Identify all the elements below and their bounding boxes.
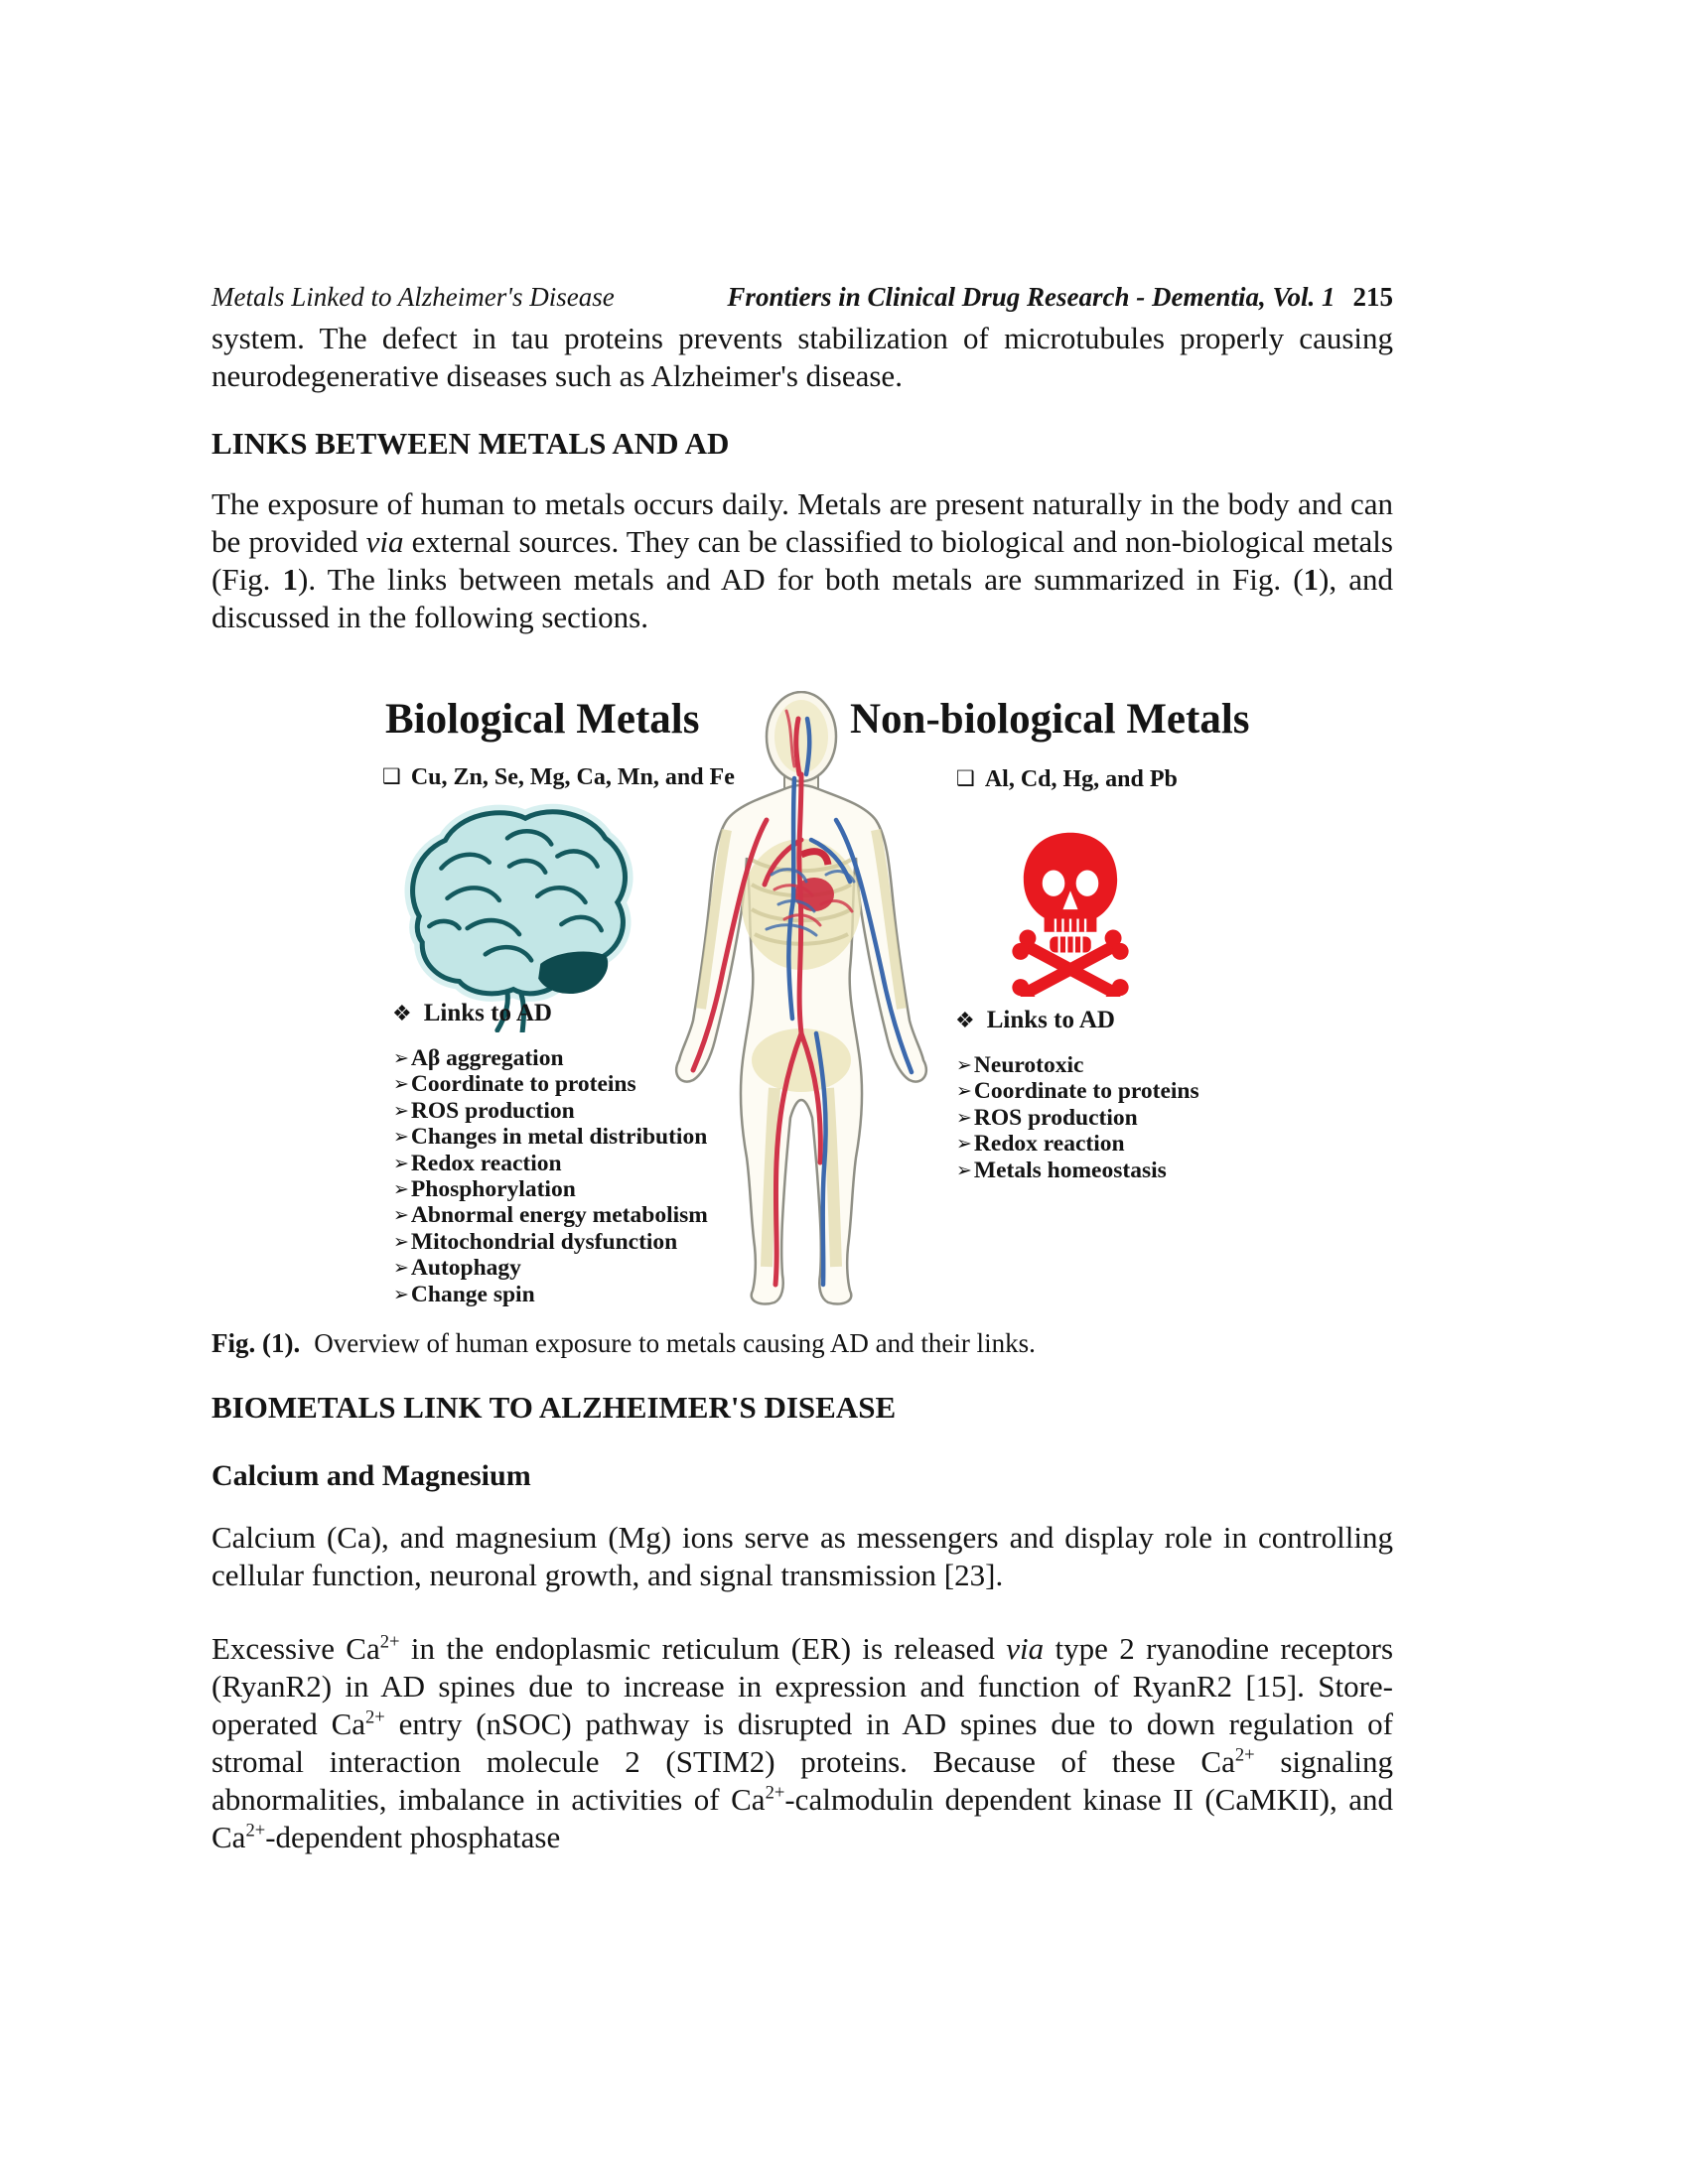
skull-crossbones-icon bbox=[1005, 826, 1136, 997]
link-item bbox=[956, 1106, 1199, 1132]
section-heading-biometals: BIOMETALS LINK TO ALZHEIMER'S DISEASE bbox=[211, 1390, 897, 1425]
running-header-title: Metals Linked to Alzheimer's Disease bbox=[211, 282, 615, 312]
link-item bbox=[393, 1177, 708, 1203]
link-item bbox=[393, 1152, 708, 1177]
figure-title-biological: Biological Metals bbox=[385, 696, 700, 743]
arrow-bullet-icon: ➢ bbox=[393, 1283, 409, 1305]
link-item-label: ROS production bbox=[410, 1097, 575, 1124]
brain-illustration bbox=[389, 796, 639, 1032]
diamond-icon: ❖ bbox=[392, 1002, 412, 1026]
arrow-bullet-icon: ➢ bbox=[393, 1152, 409, 1174]
link-item-label: Coordinate to proteins bbox=[410, 1071, 636, 1098]
link-item bbox=[393, 1203, 708, 1229]
link-item bbox=[393, 1072, 708, 1098]
arrow-bullet-icon: ➢ bbox=[393, 1099, 409, 1122]
link-item-label: Metals homeostasis bbox=[973, 1157, 1167, 1183]
link-item bbox=[956, 1159, 1199, 1184]
running-header-right bbox=[727, 282, 1393, 313]
links-title-label: Links to AD bbox=[986, 1007, 1115, 1033]
nonbiological-metals-label: Al, Cd, Hg, and Pb bbox=[984, 766, 1178, 792]
arrow-bullet-icon: ➢ bbox=[393, 1204, 409, 1227]
running-header bbox=[211, 282, 1393, 313]
skull-jaw bbox=[1050, 936, 1090, 952]
biological-metals-label: Cu, Zn, Se, Mg, Ca, Mn, and Fe bbox=[410, 764, 735, 790]
nonbiological-metals-list bbox=[956, 766, 1178, 793]
arrow-bullet-icon: ➢ bbox=[956, 1080, 972, 1103]
link-item bbox=[393, 1099, 708, 1125]
arrow-bullet-icon: ➢ bbox=[393, 1073, 409, 1096]
link-item-label: Phosphorylation bbox=[410, 1176, 576, 1203]
subsection-heading-calcium: Calcium and Magnesium bbox=[211, 1459, 531, 1492]
figure-title-nonbiological: Non-biological Metals bbox=[850, 696, 1250, 743]
paragraph-excessive-ca: Excessive $Ca^{2+}$ in the endoplasmic reticulum (ER) is released via type 2 ryanodine receptors (RyanR2) in AD spines due to increase in expression and function of RyanR2 [15]. Store-operated $Ca^{2+}$ entry (nSOC) pathway is disrupted in AD spines due to down regulation of stromal interaction molecule 2 (STIM2) proteins. Because of these $Ca^{2+}$ signaling abnormalities, imbalance in activities of $Ca^{2+}$-calmodulin dependent kinase II (CaMKII), and $Ca^{2+}$-dependent phosphatase bbox=[211, 1631, 1394, 1854]
link-item bbox=[956, 1132, 1199, 1158]
link-item-label: Mitochondrial dysfunction bbox=[410, 1228, 678, 1255]
figure-caption-text: Overview of human exposure to metals causing AD and their links. bbox=[314, 1328, 1036, 1358]
link-item bbox=[956, 1053, 1199, 1079]
arrow-bullet-icon: ➢ bbox=[393, 1178, 409, 1201]
link-item-label: Aβ aggregation bbox=[410, 1045, 564, 1071]
section-heading-links: LINKS BETWEEN METALS AND AD bbox=[211, 426, 730, 461]
link-item bbox=[393, 1256, 708, 1282]
figure-caption bbox=[211, 1328, 1393, 1359]
arrow-bullet-icon: ➢ bbox=[956, 1054, 972, 1076]
checkbox-icon: ❑ bbox=[956, 766, 975, 790]
link-item-label: Redox reaction bbox=[973, 1131, 1125, 1158]
paragraph-tau: system. The defect in tau proteins prevents stabilization of microtubules properly causing neurodegenerative diseases such as Alzheimer's disease. bbox=[211, 321, 1393, 393]
link-item-label: Redox reaction bbox=[410, 1150, 562, 1176]
page-number: 215 bbox=[1352, 282, 1393, 312]
links-title-right bbox=[955, 1007, 1115, 1034]
journal-title: Frontiers in Clinical Drug Research - Dementia, Vol. 1 bbox=[727, 282, 1336, 312]
link-item bbox=[393, 1046, 708, 1072]
arrow-bullet-icon: ➢ bbox=[393, 1126, 409, 1149]
paragraph-exposure: The exposure of human to metals occurs daily. Metals are present naturally in the body and can be provided via external sources. They can be classified to biological and non-biological metals (Fig. 1). The links between metals and AD for both metals are summarized in Fig. (1), and discussed in the following sections. bbox=[211, 486, 1393, 634]
links-title-label: Links to AD bbox=[423, 1000, 552, 1026]
link-item bbox=[393, 1125, 708, 1151]
link-item-label: Coordinate to proteins bbox=[973, 1078, 1199, 1105]
links-title-left bbox=[392, 1000, 552, 1027]
arrow-bullet-icon: ➢ bbox=[393, 1230, 409, 1253]
link-item-label: Autophagy bbox=[410, 1255, 521, 1282]
arrow-bullet-icon: ➢ bbox=[956, 1133, 972, 1156]
arrow-bullet-icon: ➢ bbox=[956, 1106, 972, 1129]
link-item-label: ROS production bbox=[973, 1104, 1138, 1131]
arrow-bullet-icon: ➢ bbox=[393, 1257, 409, 1280]
skull-cranium bbox=[1024, 833, 1117, 932]
link-item-label: Neurotoxic bbox=[973, 1052, 1084, 1078]
link-item bbox=[393, 1283, 708, 1308]
link-item bbox=[956, 1079, 1199, 1105]
arrow-bullet-icon: ➢ bbox=[956, 1159, 972, 1181]
figure-caption-label: Fig. (1). bbox=[211, 1328, 301, 1358]
skeleton-skull bbox=[774, 700, 828, 773]
arrow-bullet-icon: ➢ bbox=[393, 1047, 409, 1069]
link-item bbox=[393, 1230, 708, 1256]
diamond-icon: ❖ bbox=[955, 1009, 975, 1033]
checkbox-icon: ❑ bbox=[382, 764, 401, 788]
biological-links-list bbox=[393, 1046, 708, 1308]
paragraph-calcium: Calcium (Ca), and magnesium (Mg) ions serve as messengers and display role in controlling cellular function, neuronal growth, and signal transmission [23]. bbox=[211, 1520, 1393, 1592]
link-item-label: Changes in metal distribution bbox=[410, 1124, 708, 1151]
link-item-label: Change spin bbox=[410, 1281, 535, 1307]
nonbiological-links-list bbox=[956, 1053, 1199, 1184]
link-item-label: Abnormal energy metabolism bbox=[410, 1202, 708, 1229]
